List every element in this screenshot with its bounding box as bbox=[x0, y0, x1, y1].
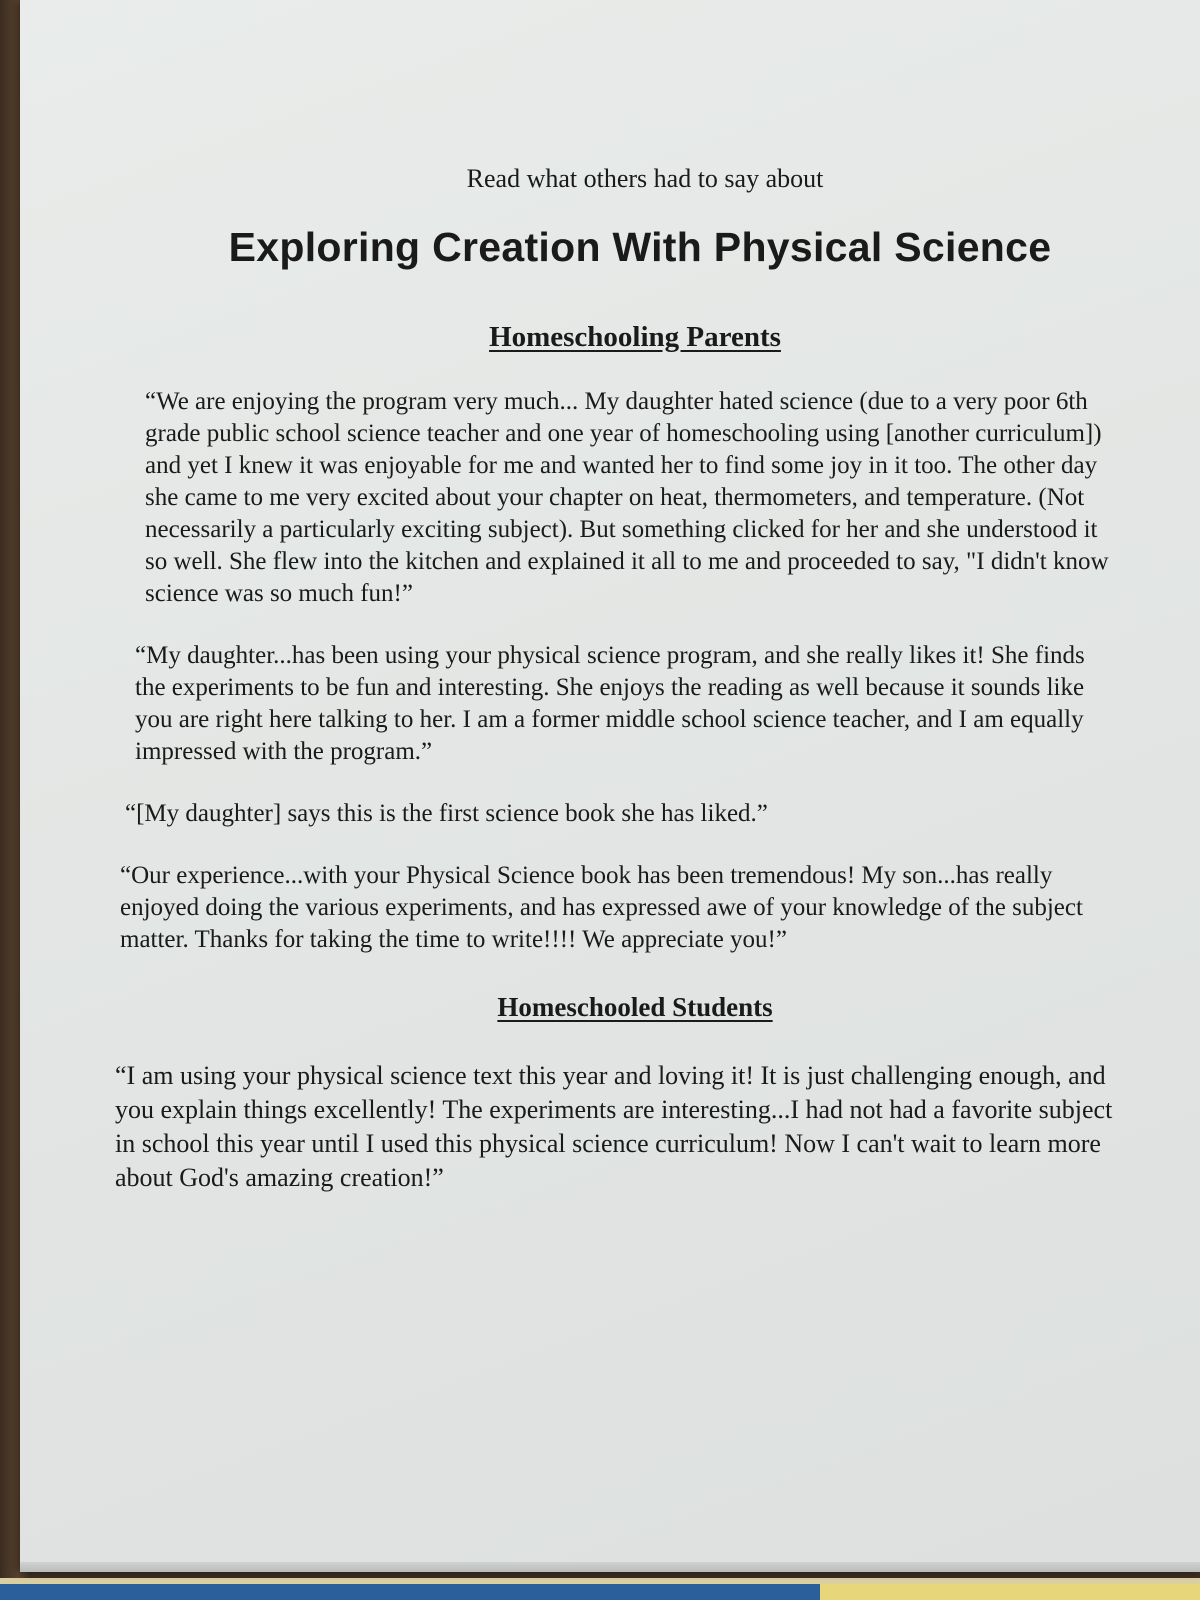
yellow-cover-band bbox=[820, 1584, 1200, 1600]
testimonial-quote: “My daughter...has been using your physical science program, and she really likes it! She finds the experiments to be fun and interesting. She enjoys the reading as well because it sounds like you are right here talking to her. I am a former middle school science teacher, and I am equally impressed with the program.” bbox=[135, 642, 1085, 765]
page-content bbox=[115, 150, 1135, 1195]
testimonial-quote: “Our experience...with your Physical Science book has been tremendous! My son...has really enjoyed doing the various experiments, and has expressed awe of your knowledge of the subject matter. Thanks for taking the time to write!!!! We appreciate you!” bbox=[120, 862, 1083, 953]
section-heading-students: Homeschooled Students bbox=[497, 992, 773, 1022]
intro-line: Read what others had to say about bbox=[466, 164, 824, 193]
page-bottom-edge bbox=[20, 1562, 1200, 1572]
testimonial-quote: “I am using your physical science text this year and loving it! It is just challenging enough, and you explain things excellently! The experiments are interesting...I had not had a favorite subject in school this year until I used this physical science curriculum! Now I can't wait to learn more about God's amazing creation!” bbox=[115, 1061, 1113, 1192]
blue-cover-band bbox=[0, 1584, 820, 1600]
testimonial-quote: “[My daughter] says this is the first science book she has liked.” bbox=[125, 800, 768, 827]
testimonial-quote: “We are enjoying the program very much... My daughter hated science (due to a very poor 6th grade public school science teacher and one year of homeschooling using [another curriculum]) and yet I knew it was enjoyable for me and wanted her to find some joy in it too. The other day she came to me very excited about your chapter on heat, thermometers, and temperature. (Not necessarily a particularly exciting subject). But something clicked for her and she understood it so well. She flew into the kitchen and explained it all to me and proceeded to say, "I didn't know science was so much fun!” bbox=[145, 388, 1109, 607]
section-heading-parents: Homeschooling Parents bbox=[489, 321, 781, 353]
book-cover-strip bbox=[0, 1578, 1200, 1600]
document-page bbox=[20, 0, 1200, 1572]
book-title: Exploring Creation With Physical Science bbox=[228, 224, 1052, 270]
